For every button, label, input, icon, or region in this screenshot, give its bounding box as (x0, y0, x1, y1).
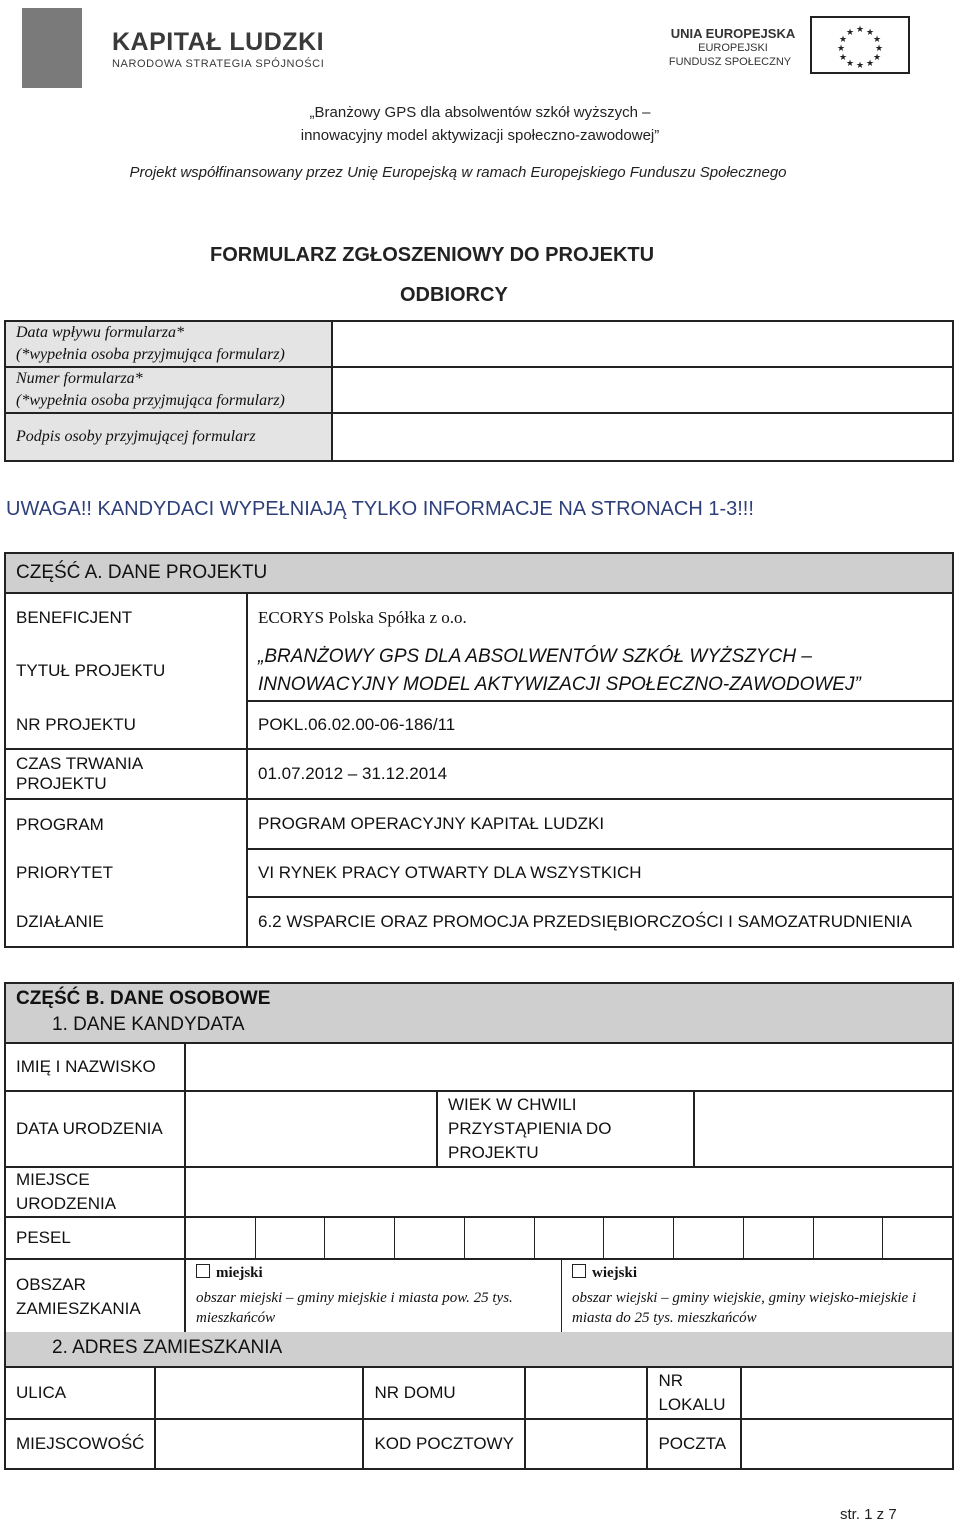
poczta-field[interactable] (741, 1419, 953, 1469)
svg-text:★: ★ (836, 44, 846, 54)
pesel-digit[interactable] (674, 1218, 744, 1258)
poczta-label: POCZTA (647, 1419, 741, 1469)
section-b-title: CZĘŚĆ B. DANE OSOBOWE (4, 982, 954, 1012)
pesel-digit[interactable] (256, 1218, 326, 1258)
kapital-ludzki-logo-icon (22, 8, 82, 88)
tytul-value-line1: „BRANŻOWY GPS DLA ABSOLWENTÓW SZKÓŁ WYŻSZYCH – (258, 645, 812, 667)
checkbox-miejski[interactable] (196, 1264, 210, 1278)
opt-miejski-desc: obszar miejski – gminy miejskie i miasta pow. 25 tys. mieszkańców (196, 1290, 513, 1326)
pesel-digit[interactable] (186, 1218, 256, 1258)
form-number-field[interactable] (332, 367, 953, 413)
section-b-sub2: 2. ADRES ZAMIESZKANIA (4, 1332, 954, 1366)
form-number-note: (*wypełnia osoba przyjmująca formularz) (16, 392, 285, 409)
date-received-note: (*wypełnia osoba przyjmująca formularz) (16, 346, 285, 363)
section-a-table (4, 552, 954, 948)
svg-text:★: ★ (874, 44, 884, 54)
data-ur-field[interactable] (185, 1091, 437, 1167)
pesel-digit[interactable] (814, 1218, 884, 1258)
pesel-digit[interactable] (744, 1218, 814, 1258)
svg-text:★: ★ (838, 53, 848, 63)
nr-domu-field[interactable] (525, 1367, 647, 1419)
form-subtitle: ODBIORCY (400, 284, 508, 306)
signature-field[interactable] (332, 413, 953, 461)
nr-lokalu-label (647, 1367, 741, 1419)
wiek-field[interactable] (694, 1091, 953, 1167)
svg-text:★: ★ (872, 53, 882, 63)
obszar-options (185, 1259, 953, 1335)
miejsce-label-line1: MIEJSCE (16, 1170, 90, 1189)
obszar-option-wiejski[interactable] (562, 1260, 952, 1334)
svg-text:★: ★ (855, 25, 865, 35)
tytul-value-line2: INNOWACYJNY MODEL AKTYWIZACJI SPOŁECZNO-ZAWODOWEJ” (258, 673, 861, 695)
svg-text:★: ★ (845, 28, 855, 38)
logo-title: KAPITAŁ LUDZKI (112, 28, 325, 56)
form-number-label: Numer formularza* (16, 370, 143, 387)
priorytet-value: VI RYNEK PRACY OTWARTY DLA WSZYSTKICH (247, 849, 953, 897)
nr-projektu-value: POKL.06.02.00-06-186/11 (247, 701, 953, 749)
date-received-cell (5, 321, 332, 367)
dzialanie-value: 6.2 WSPARCIE ORAZ PROMOCJA PRZEDSIĘBIORCZOŚCI I SAMOZATRUDNIENIA (247, 897, 953, 947)
signature-label: Podpis osoby przyjmującej formularz (5, 413, 332, 461)
obszar-label-line2: ZAMIESZKANIA (16, 1299, 141, 1318)
svg-text:★: ★ (872, 35, 882, 45)
miejsce-label (5, 1167, 185, 1217)
date-received-label: Data wpływu formularza* (16, 324, 185, 341)
page-number: str. 1 z 7 (840, 1506, 897, 1523)
kod-label: KOD POCZTOWY (363, 1419, 525, 1469)
opt-wiejski-title: wiejski (592, 1265, 637, 1281)
svg-text:★: ★ (845, 59, 855, 69)
pesel-digit[interactable] (535, 1218, 605, 1258)
imie-label: IMIĘ I NAZWISKO (5, 1043, 185, 1091)
logo-subtitle: NARODOWA STRATEGIA SPÓJNOŚCI (112, 58, 325, 70)
nr-lokalu-field[interactable] (741, 1367, 953, 1419)
nr-lokalu-label-line2: LOKALU (658, 1395, 726, 1414)
eu-flag-icon (810, 16, 910, 74)
opt-miejski-title: miejski (216, 1265, 263, 1281)
wiek-label (437, 1091, 694, 1167)
nr-domu-label: NR DOMU (363, 1367, 525, 1419)
czas-value: 01.07.2012 – 31.12.2014 (247, 749, 953, 799)
tytul-value (247, 641, 953, 701)
admin-table (4, 320, 954, 462)
ulica-label: ULICA (5, 1367, 155, 1419)
address-table (4, 1366, 954, 1470)
tytul-label: TYTUŁ PROJEKTU (5, 641, 247, 701)
pesel-digit[interactable] (883, 1218, 952, 1258)
nr-projektu-label: NR PROJEKTU (5, 701, 247, 749)
program-label: PROGRAM (5, 799, 247, 849)
section-a-title: CZĘŚĆ A. DANE PROJEKTU (5, 553, 953, 593)
priorytet-label: PRIORYTET (5, 849, 247, 897)
candidate-table (4, 1042, 954, 1336)
pesel-label: PESEL (5, 1217, 185, 1259)
project-name-line1: „Branżowy GPS dla absolwentów szkół wyższych – (309, 104, 651, 121)
nr-lokalu-label-line1: NR (658, 1371, 684, 1390)
section-b-sub1: 1. DANE KANDYDATA (4, 1012, 954, 1042)
imie-field[interactable] (185, 1043, 953, 1091)
opt-wiejski-desc: obszar wiejski – gminy wiejskie, gminy wiejsko-miejskie i miasta do 25 tys. mieszkańców (572, 1290, 917, 1326)
obszar-label (5, 1259, 185, 1335)
form-number-cell (5, 367, 332, 413)
warning-text: UWAGA!! KANDYDACI WYPEŁNIAJĄ TYLKO INFORMACJE NA STRONACH 1-3!!! (6, 498, 754, 520)
data-ur-label: DATA URODZENIA (5, 1091, 185, 1167)
pesel-digit[interactable] (325, 1218, 395, 1258)
wiek-label-line3: PROJEKTU (448, 1143, 539, 1162)
eu-label-1: UNIA EUROPEJSKA (670, 26, 796, 41)
beneficjent-label: BENEFICJENT (5, 593, 247, 641)
miejscowosc-label: MIEJSCOWOŚĆ (5, 1419, 155, 1469)
date-received-field[interactable] (332, 321, 953, 367)
pesel-field[interactable] (185, 1217, 953, 1259)
kod-field[interactable] (525, 1419, 647, 1469)
project-name-line2: innowacyjny model aktywizacji społeczno-zawodowej” (300, 127, 660, 144)
form-title: FORMULARZ ZGŁOSZENIOWY DO PROJEKTU (210, 244, 655, 266)
svg-text:★: ★ (838, 35, 848, 45)
obszar-label-line1: OBSZAR (16, 1275, 86, 1294)
eu-label-2: EUROPEJSKI (698, 42, 768, 54)
cofinance-note: Projekt współfinansowany przez Unię Europejską w ramach Europejskiego Funduszu Społecznego (129, 164, 787, 181)
program-value: PROGRAM OPERACYJNY KAPITAŁ LUDZKI (247, 799, 953, 849)
miejsce-field[interactable] (185, 1167, 953, 1217)
eu-label-3: FUNDUSZ SPOŁECZNY (668, 56, 792, 68)
pesel-digit[interactable] (465, 1218, 535, 1258)
obszar-option-miejski[interactable] (186, 1260, 562, 1334)
ulica-field[interactable] (155, 1367, 363, 1419)
miejscowosc-field[interactable] (155, 1419, 363, 1469)
wiek-label-line2: PRZYSTĄPIENIA DO (448, 1119, 612, 1138)
miejsce-label-line2: URODZENIA (16, 1194, 117, 1213)
checkbox-wiejski[interactable] (572, 1264, 586, 1278)
dzialanie-label: DZIAŁANIE (5, 897, 247, 947)
pesel-digit[interactable] (395, 1218, 465, 1258)
svg-text:★: ★ (865, 28, 875, 38)
wiek-label-line1: WIEK W CHWILI (448, 1095, 577, 1114)
pesel-digit[interactable] (604, 1218, 674, 1258)
czas-label: CZAS TRWANIA PROJEKTU (5, 749, 247, 799)
svg-text:★: ★ (855, 61, 865, 71)
beneficjent-value: ECORYS Polska Spółka z o.o. (247, 593, 953, 641)
svg-text:★: ★ (865, 59, 875, 69)
